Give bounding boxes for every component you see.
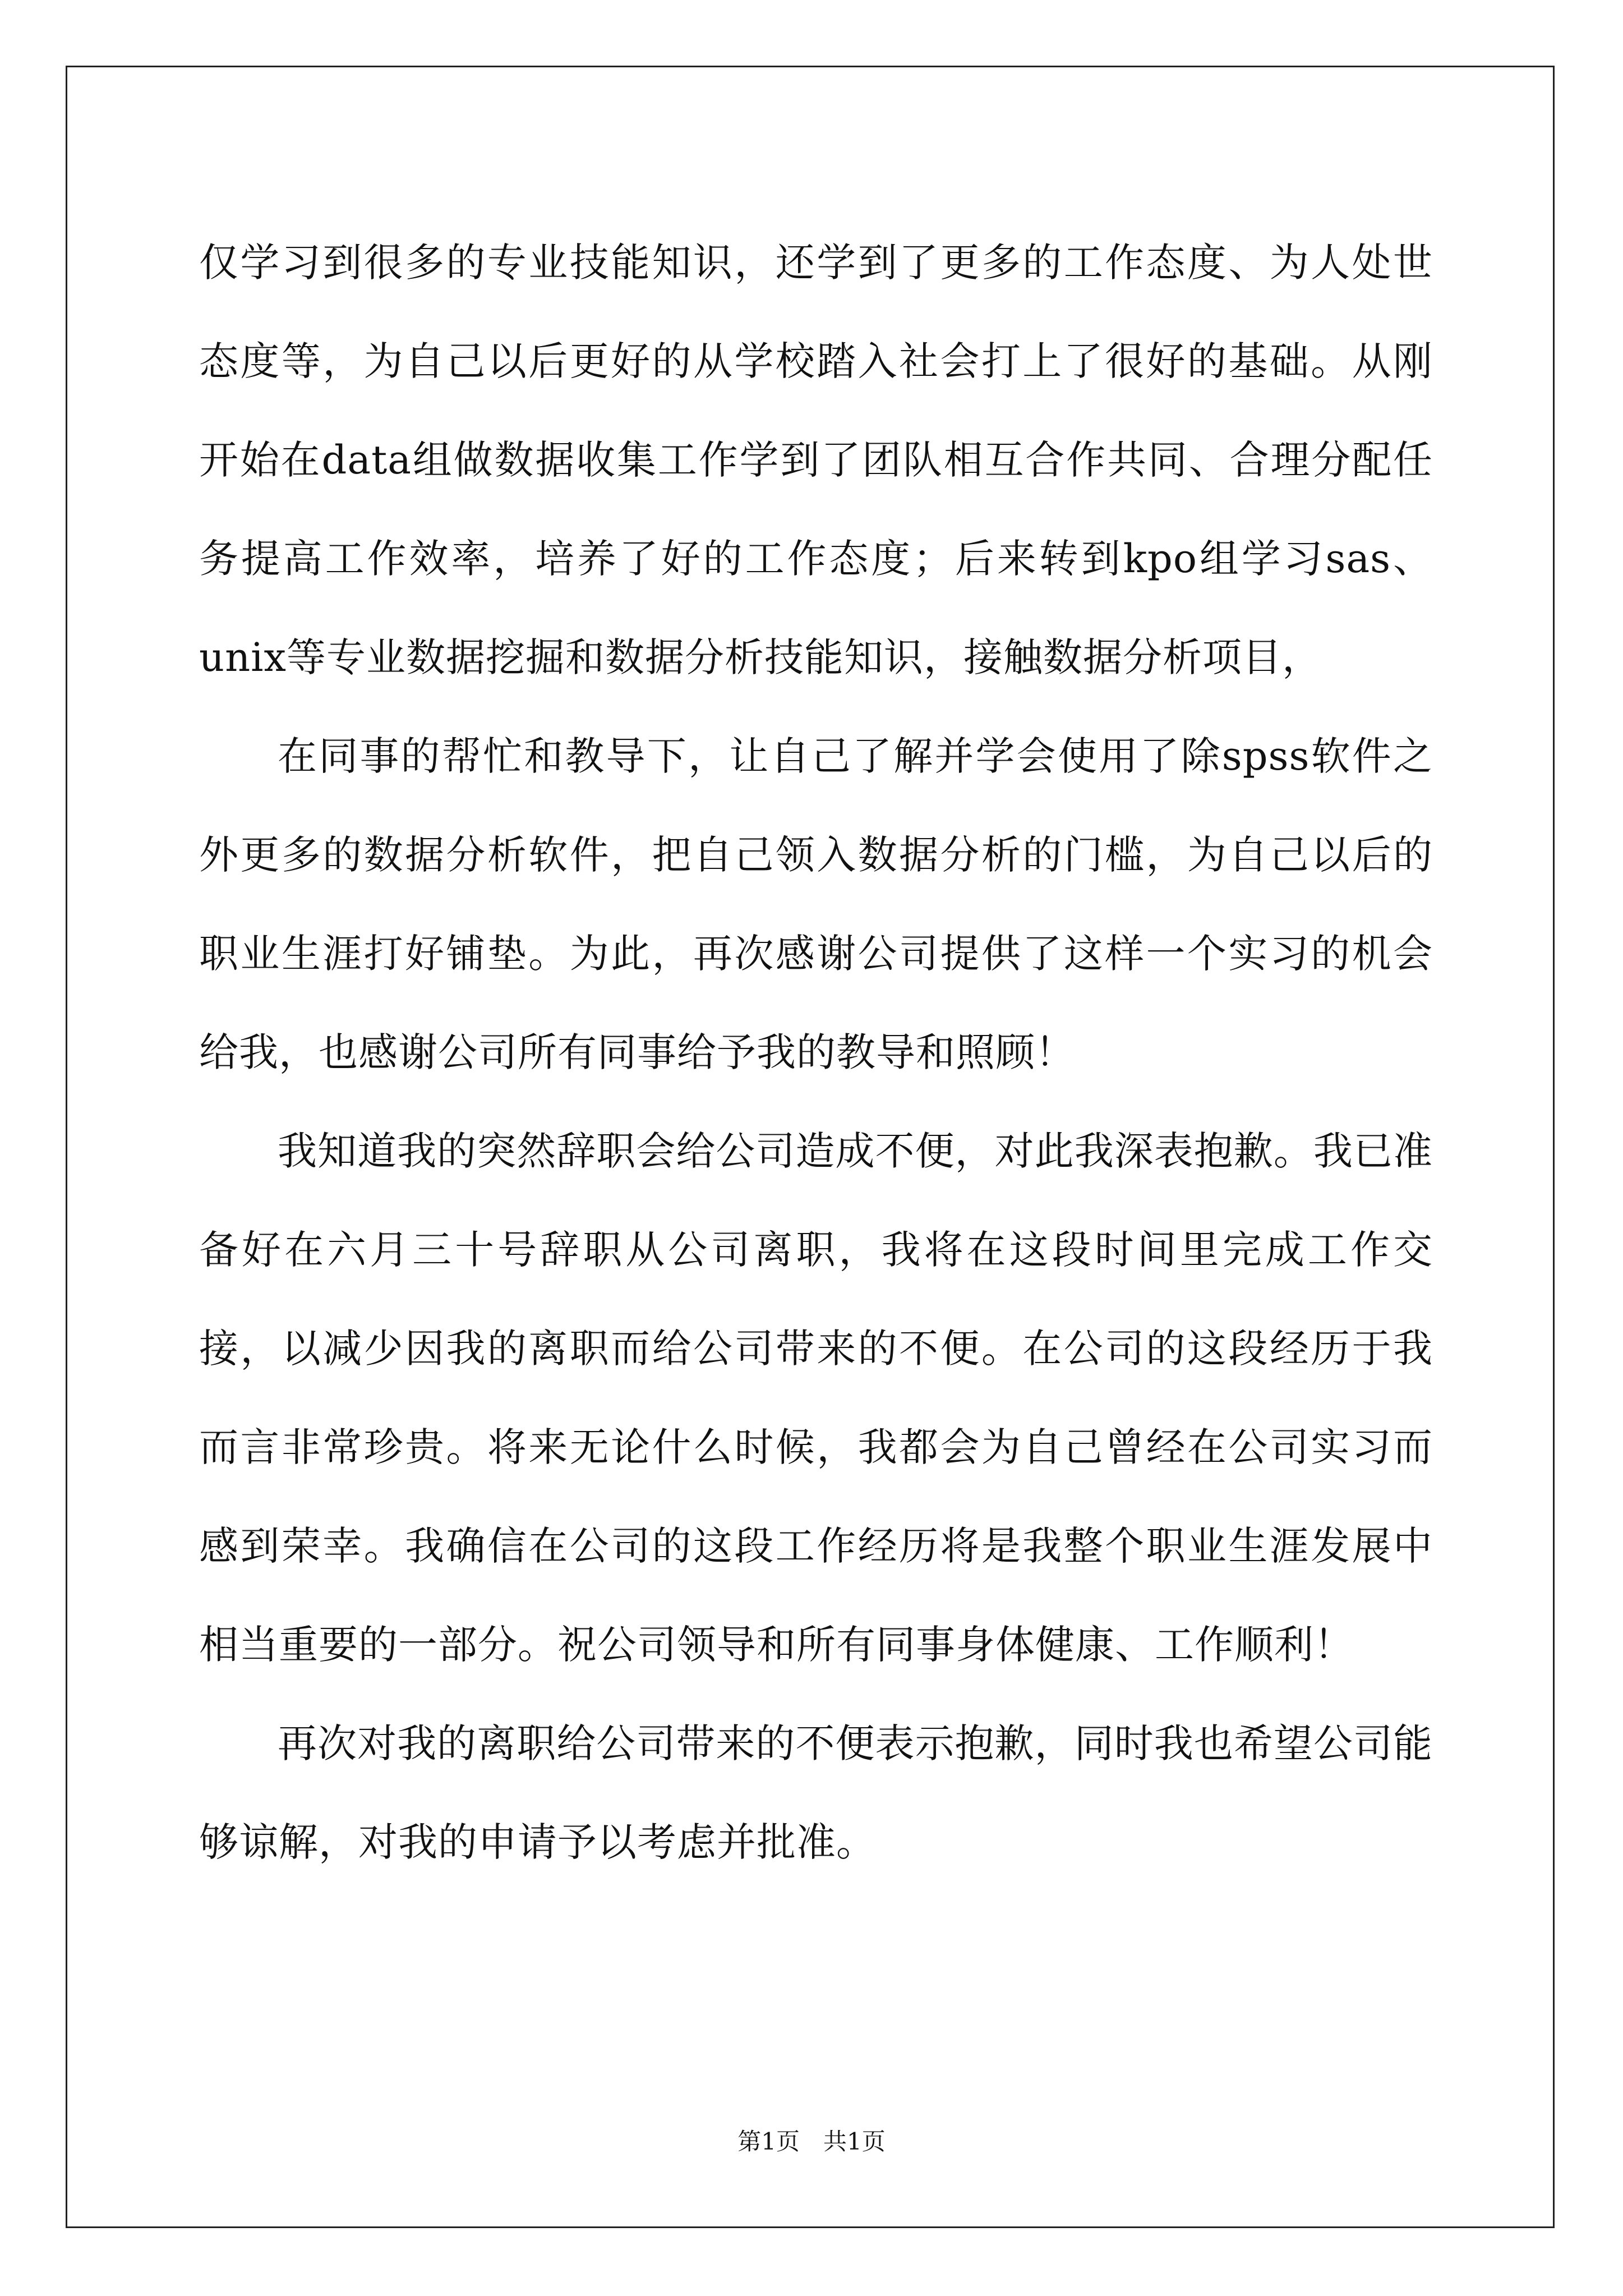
paragraph: 我知道我的突然辞职会给公司造成不便，对此我深表抱歉。我已准备好在六月三十号辞职从公司离职，我将在这段时间里完成工作交接，以减少因我的离职而给公司带来的不便。在公司的这段经历于我而言非常珍贵。将来无论什么时候，我都会为自己曾经在公司实习而感到荣幸。我确信在公司的这段工作经历将是我整个职业生涯发展中相当重要的一部分。祝公司领导和所有同事身体健康、工作顺利！	[199, 1128, 1433, 1668]
paragraph: 仅学习到很多的专业技能知识，还学到了更多的工作态度、为人处世态度等，为自己以后更好的从学校踏入社会打上了很好的基础。从刚开始在data组做数据收集工作学到了团队相互合作共同、合理分配任务提高工作效率，培养了好的工作态度；后来转到kpo组学习sas、unix等专业数据挖掘和数据分析技能知识，接触数据分析项目，	[199, 240, 1433, 680]
paragraph: 再次对我的离职给公司带来的不便表示抱歉，同时我也希望公司能够谅解，对我的申请予以考虑并批准。	[199, 1720, 1433, 1865]
paragraph: 在同事的帮忙和教导下，让自己了解并学会使用了除spss软件之外更多的数据分析软件，把自己领入数据分析的门槛，为自己以后的职业生涯打好铺垫。为此，再次感谢公司提供了这样一个实习的机会给我，也感谢公司所有同事给予我的教导和照顾！	[199, 733, 1433, 1075]
page-number-footer: 第1页 共1页	[737, 2128, 886, 2155]
document-body	[199, 213, 1433, 1892]
